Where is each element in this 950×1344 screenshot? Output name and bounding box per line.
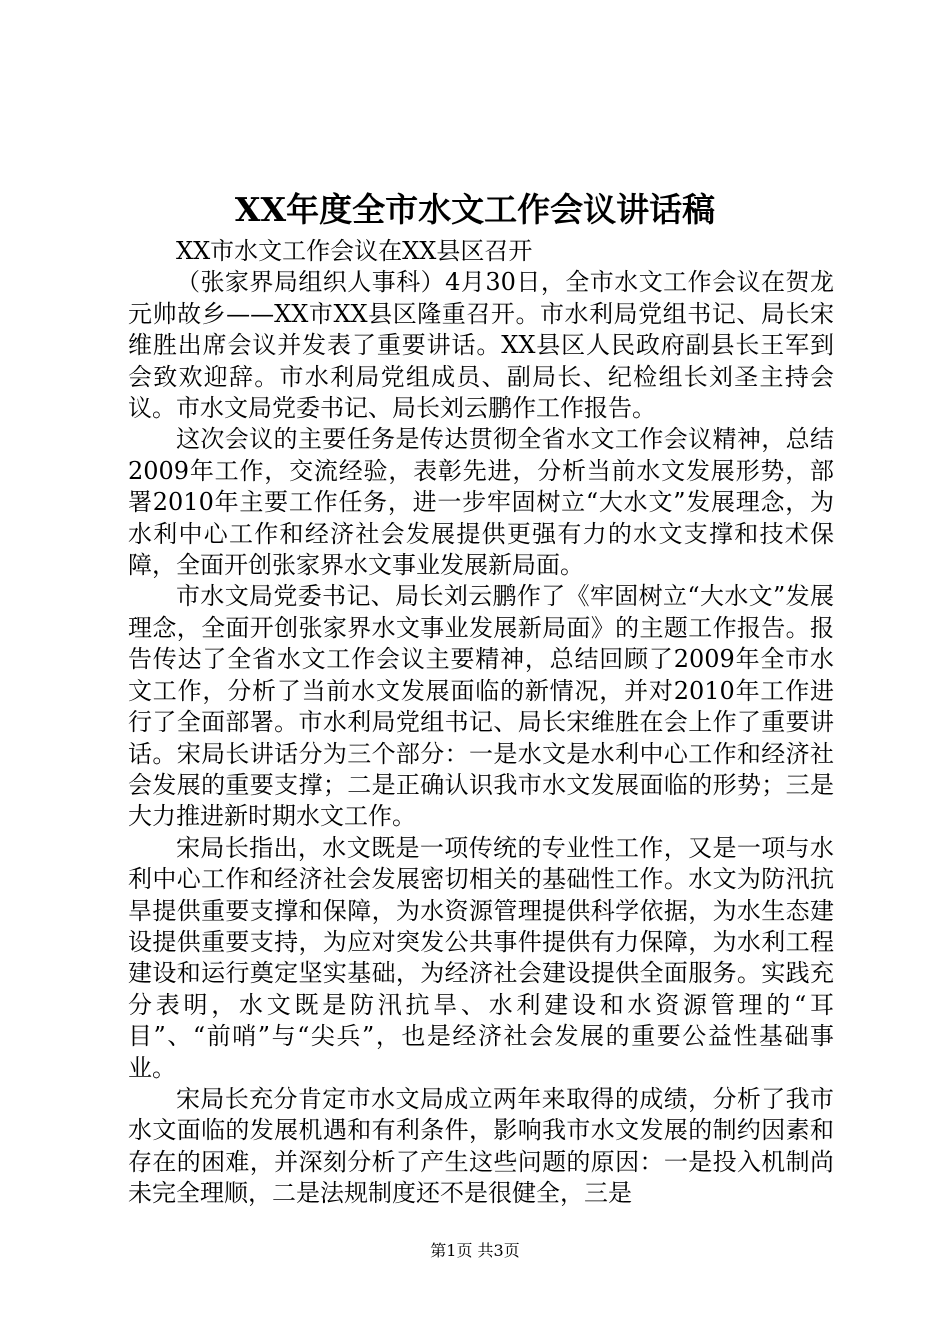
document-body [128,236,834,1210]
subtitle-paragraph: XX市水文工作会议在XX县区召开 [176,237,533,265]
page-number-footer: 第1页 共3页 [430,1241,520,1260]
body-paragraph: 宋局长充分肯定市水文局成立两年来取得的成绩，分析了我市水文面临的发展机遇和有利条件，影响我市水文发展的制约因素和存在的困难，并深刻分析了产生这些问题的原因：一是投入机制尚未完全理顺，二是法规制度还不是很健全，三是 [128,1084,834,1208]
document-title: XX年度全市水文工作会议讲话稿 [234,190,716,229]
body-paragraph: （张家界局组织人事科）4月30日，全市水文工作会议在贺龙元帅故乡——XX市XX县区隆重召开。市水利局党组书记、局长宋维胜出席会议并发表了重要讲话。XX县区人民政府副县长王军到会致欢迎辞。市水利局党组成员、副局长、纪检组长刘圣主持会议。市水文局党委书记、局长刘云鹏作工作报告。 [128,268,834,423]
body-paragraph: 这次会议的主要任务是传达贯彻全省水文工作会议精神，总结2009年工作，交流经验，表彰先进，分析当前水文发展形势，部署2010年主要工作任务，进一步牢固树立“大水文”发展理念，为水利中心工作和经济社会发展提供更强有力的水文支撑和技术保障，全面开创张家界水文事业发展新局面。 [128,425,834,580]
body-paragraph: 宋局长指出，水文既是一项传统的专业性工作，又是一项与水利中心工作和经济社会发展密切相关的基础性工作。水文为防汛抗旱提供重要支撑和保障，为水资源管理提供科学依据，为水生态建设提供重要支持，为应对突发公共事件提供有力保障，为水利工程建设和运行奠定坚实基础，为经济社会建设提供全面服务。实践充分表明，水文既是防汛抗旱、水利建设和水资源管理的“耳目”、“前哨”与“尖兵”，也是经济社会发展的重要公益性基础事业。 [128,833,834,1082]
body-paragraph: 市水文局党委书记、局长刘云鹏作了《牢固树立“大水文”发展理念，全面开创张家界水文事业发展新局面》的主题工作报告。报告传达了全省水文工作会议主要精神，总结回顾了2009年全市水文工作，分析了当前水文发展面临的新情况，并对2010年工作进行了全面部署。市水利局党组书记、局长宋维胜在会上作了重要讲话。宋局长讲话分为三个部分：一是水文是水利中心工作和经济社会发展的重要支撑；二是正确认识我市水文发展面临的形势；三是大力推进新时期水文工作。 [128,582,834,831]
